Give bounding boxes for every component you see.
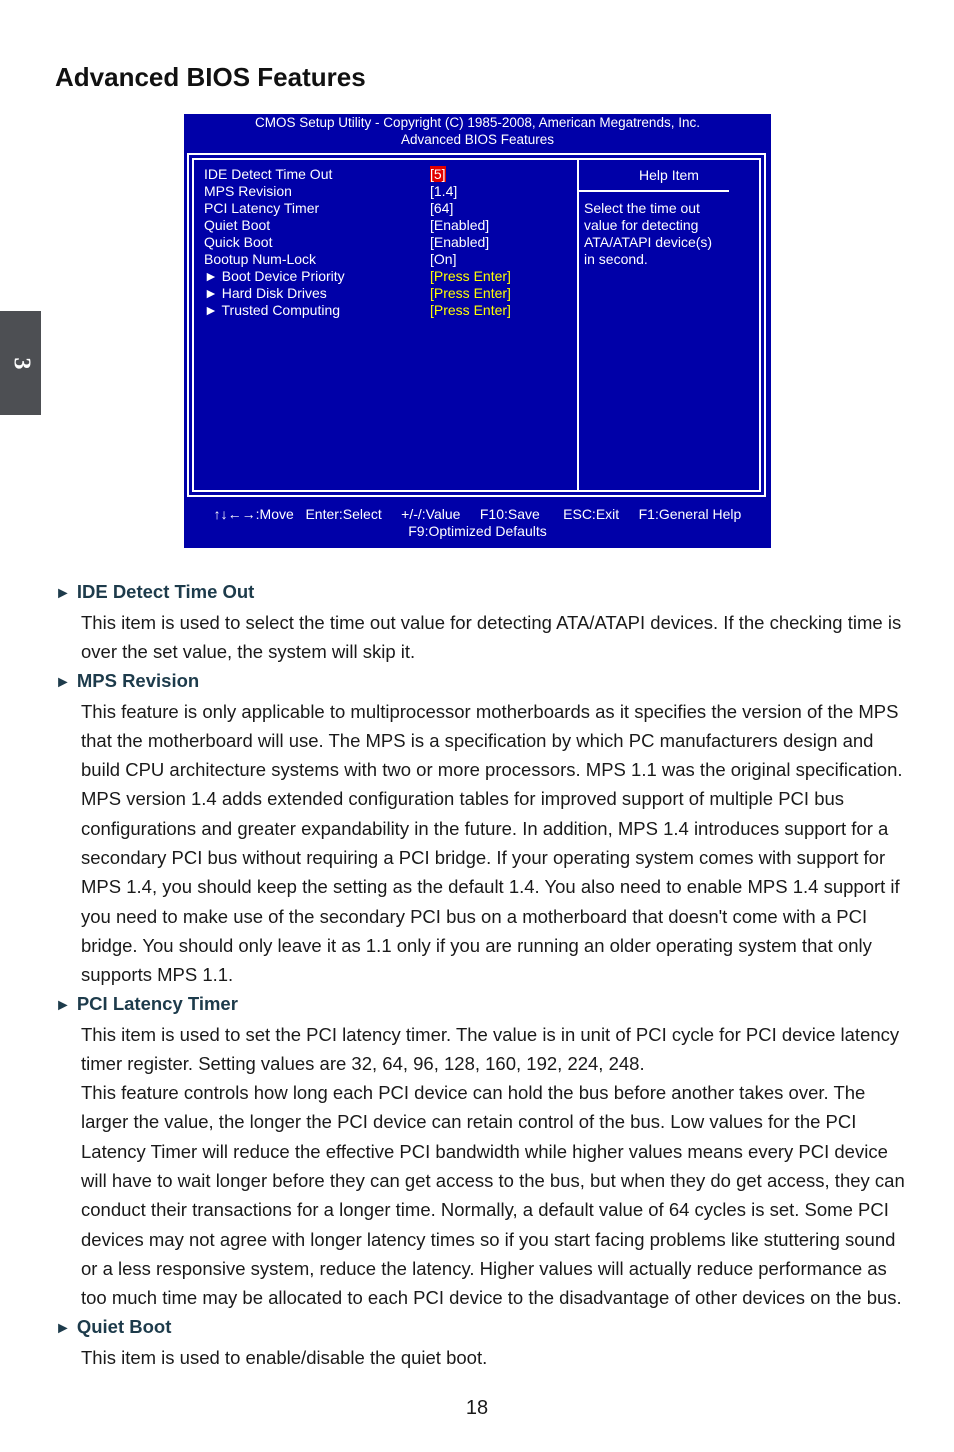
bios-item-value[interactable]: [430, 200, 453, 217]
bios-footer: [184, 506, 771, 540]
bios-item-value[interactable]: [430, 268, 511, 285]
bios-item-label: IDE Detect Time Out: [204, 166, 333, 182]
chapter-tab: [0, 311, 41, 415]
bullet-arrow-icon: ►: [55, 1319, 71, 1337]
help-text: [584, 200, 734, 268]
bios-key-legend-defaults: F9:Optimized Defaults: [408, 523, 547, 539]
help-text-line: value for detecting: [584, 217, 699, 233]
bios-item-label: Quiet Boot: [204, 217, 271, 233]
bios-item-value[interactable]: [430, 302, 511, 319]
bullet-arrow-icon: ►: [55, 996, 71, 1014]
bios-frame: [187, 153, 766, 497]
bios-item-label: PCI Latency Timer: [204, 200, 320, 216]
bios-item-label: Quick Boot: [204, 234, 273, 250]
bios-item-value-text: [Enabled]: [430, 234, 490, 250]
bios-item-value-text: [1.4]: [430, 183, 458, 199]
section-heading: [55, 578, 915, 608]
bios-inner-frame: [192, 158, 761, 492]
section-paragraph: This item is used to enable/disable the quiet boot.: [81, 1346, 488, 1368]
section-body: [81, 1020, 915, 1313]
help-text-line: ATA/ATAPI device(s): [584, 234, 713, 250]
section-heading: [55, 1313, 915, 1343]
bios-item-label: MPS Revision: [204, 183, 292, 199]
bios-copyright: CMOS Setup Utility - Copyright (C) 1985-2008, American Megatrends, Inc.: [255, 115, 700, 130]
bios-item-value[interactable]: [430, 217, 489, 234]
section-heading-text: Quiet Boot: [76, 1315, 172, 1337]
bios-item-label: Bootup Num-Lock: [204, 251, 317, 267]
section-heading-text: PCI Latency Timer: [76, 992, 238, 1014]
bios-screenshot: [184, 114, 771, 548]
help-text-line: Select the time out: [584, 200, 700, 216]
help-text-line: in second.: [584, 251, 648, 267]
section-body: [81, 608, 915, 667]
bios-item-value-text: [5]: [430, 166, 446, 182]
page-title: Advanced BIOS Features: [55, 62, 366, 92]
section-paragraph: This item is used to select the time out value for detecting ATA/ATAPI devices. If the checking time is over the set value, the system will skip it.: [81, 612, 902, 663]
bullet-arrow-icon: ►: [55, 673, 71, 691]
section-heading-text: IDE Detect Time Out: [76, 581, 255, 602]
bios-item-value[interactable]: [430, 183, 457, 200]
chapter-number: 3: [8, 357, 34, 369]
section-paragraph: This item is used to set the PCI latency timer. The value is in unit of PCI cycle for PCI device latency timer register. Setting values are 32, 64, 96, 128, 160, 192, 224, 248.: [81, 1023, 900, 1074]
bios-key-legend: ↑↓←→:Move Enter:Select +/-/:Value F10:Save ESC:Exit F1:General Help: [213, 506, 742, 522]
section-body: [81, 697, 915, 990]
bios-item-value-text: [Enabled]: [430, 217, 490, 233]
section-heading-text: MPS Revision: [76, 669, 200, 691]
bios-item-value-text: [Press Enter]: [430, 268, 511, 284]
section-paragraph: This feature controls how long each PCI device can hold the bus before another takes over. The larger the value, the longer the PCI device can retain control of the bus. Low values for the PCI Latency Timer will reduce the effective PCI bandwidth while higher values means every PCI device will have to wait longer before they can get access to the bus, but when they do get access, they can conduct their transactions for a longer time. Normally, a default value of 64 cycles is set. Some PCI devices may not agree with longer latency times so if you start facing problems like stuttering sound or a less responsive system, reduce the latency. Higher values will actually reduce performance as too much time may be allocated to each PCI device to the disadvantage of other devices on the bus.: [81, 1082, 905, 1309]
bios-item-value[interactable]: [430, 251, 456, 268]
bios-item-label: ► Hard Disk Drives: [204, 285, 327, 301]
bios-item-label: ► Trusted Computing: [204, 302, 341, 318]
bios-item-value-text: [64]: [430, 200, 454, 216]
bios-screen-title: Advanced BIOS Features: [400, 132, 555, 147]
bios-item-label: ► Boot Device Priority: [204, 268, 345, 284]
help-item-title: Help Item: [639, 167, 699, 183]
bios-item-value[interactable]: [430, 234, 489, 251]
bios-header: [184, 114, 771, 148]
bios-divider: [577, 160, 579, 490]
section-heading: [55, 667, 915, 697]
help-divider: [579, 190, 729, 192]
section-body: [81, 1343, 915, 1372]
section-heading: [55, 990, 915, 1020]
section-paragraph: This feature is only applicable to multiprocessor motherboards as it specifies the version of the MPS that the motherboard will use. The MPS is a specification by which PC manufacturers design and build CPU architecture systems with two or more processors. MPS 1.1 was the original specification. MPS version 1.4 adds extended configuration tables for improved support of multiple PCI bus configurations and greater expandability in the future. In addition, MPS 1.4 introduces support for a secondary PCI bus without requiring a PCI bridge. If your operating system comes with support for MPS 1.4, you should keep the setting as the default 1.4. You also need to enable MPS 1.4 support if you need to make use of the secondary PCI bus on a motherboard that doesn't come with a PCI bridge. You should only leave it as 1.1 only if you are running an older operating system that only supports MPS 1.1.: [81, 700, 903, 986]
bios-item-value[interactable]: [430, 285, 511, 302]
bios-item-value[interactable]: [430, 166, 446, 183]
bios-item-value-text: [Press Enter]: [430, 285, 511, 301]
bios-item-value-text: [Press Enter]: [430, 302, 511, 318]
bullet-arrow-icon: ►: [55, 585, 71, 602]
page-number: 18: [465, 1397, 489, 1419]
bios-item-value-text: [On]: [430, 251, 457, 267]
descriptions: [55, 578, 915, 1372]
